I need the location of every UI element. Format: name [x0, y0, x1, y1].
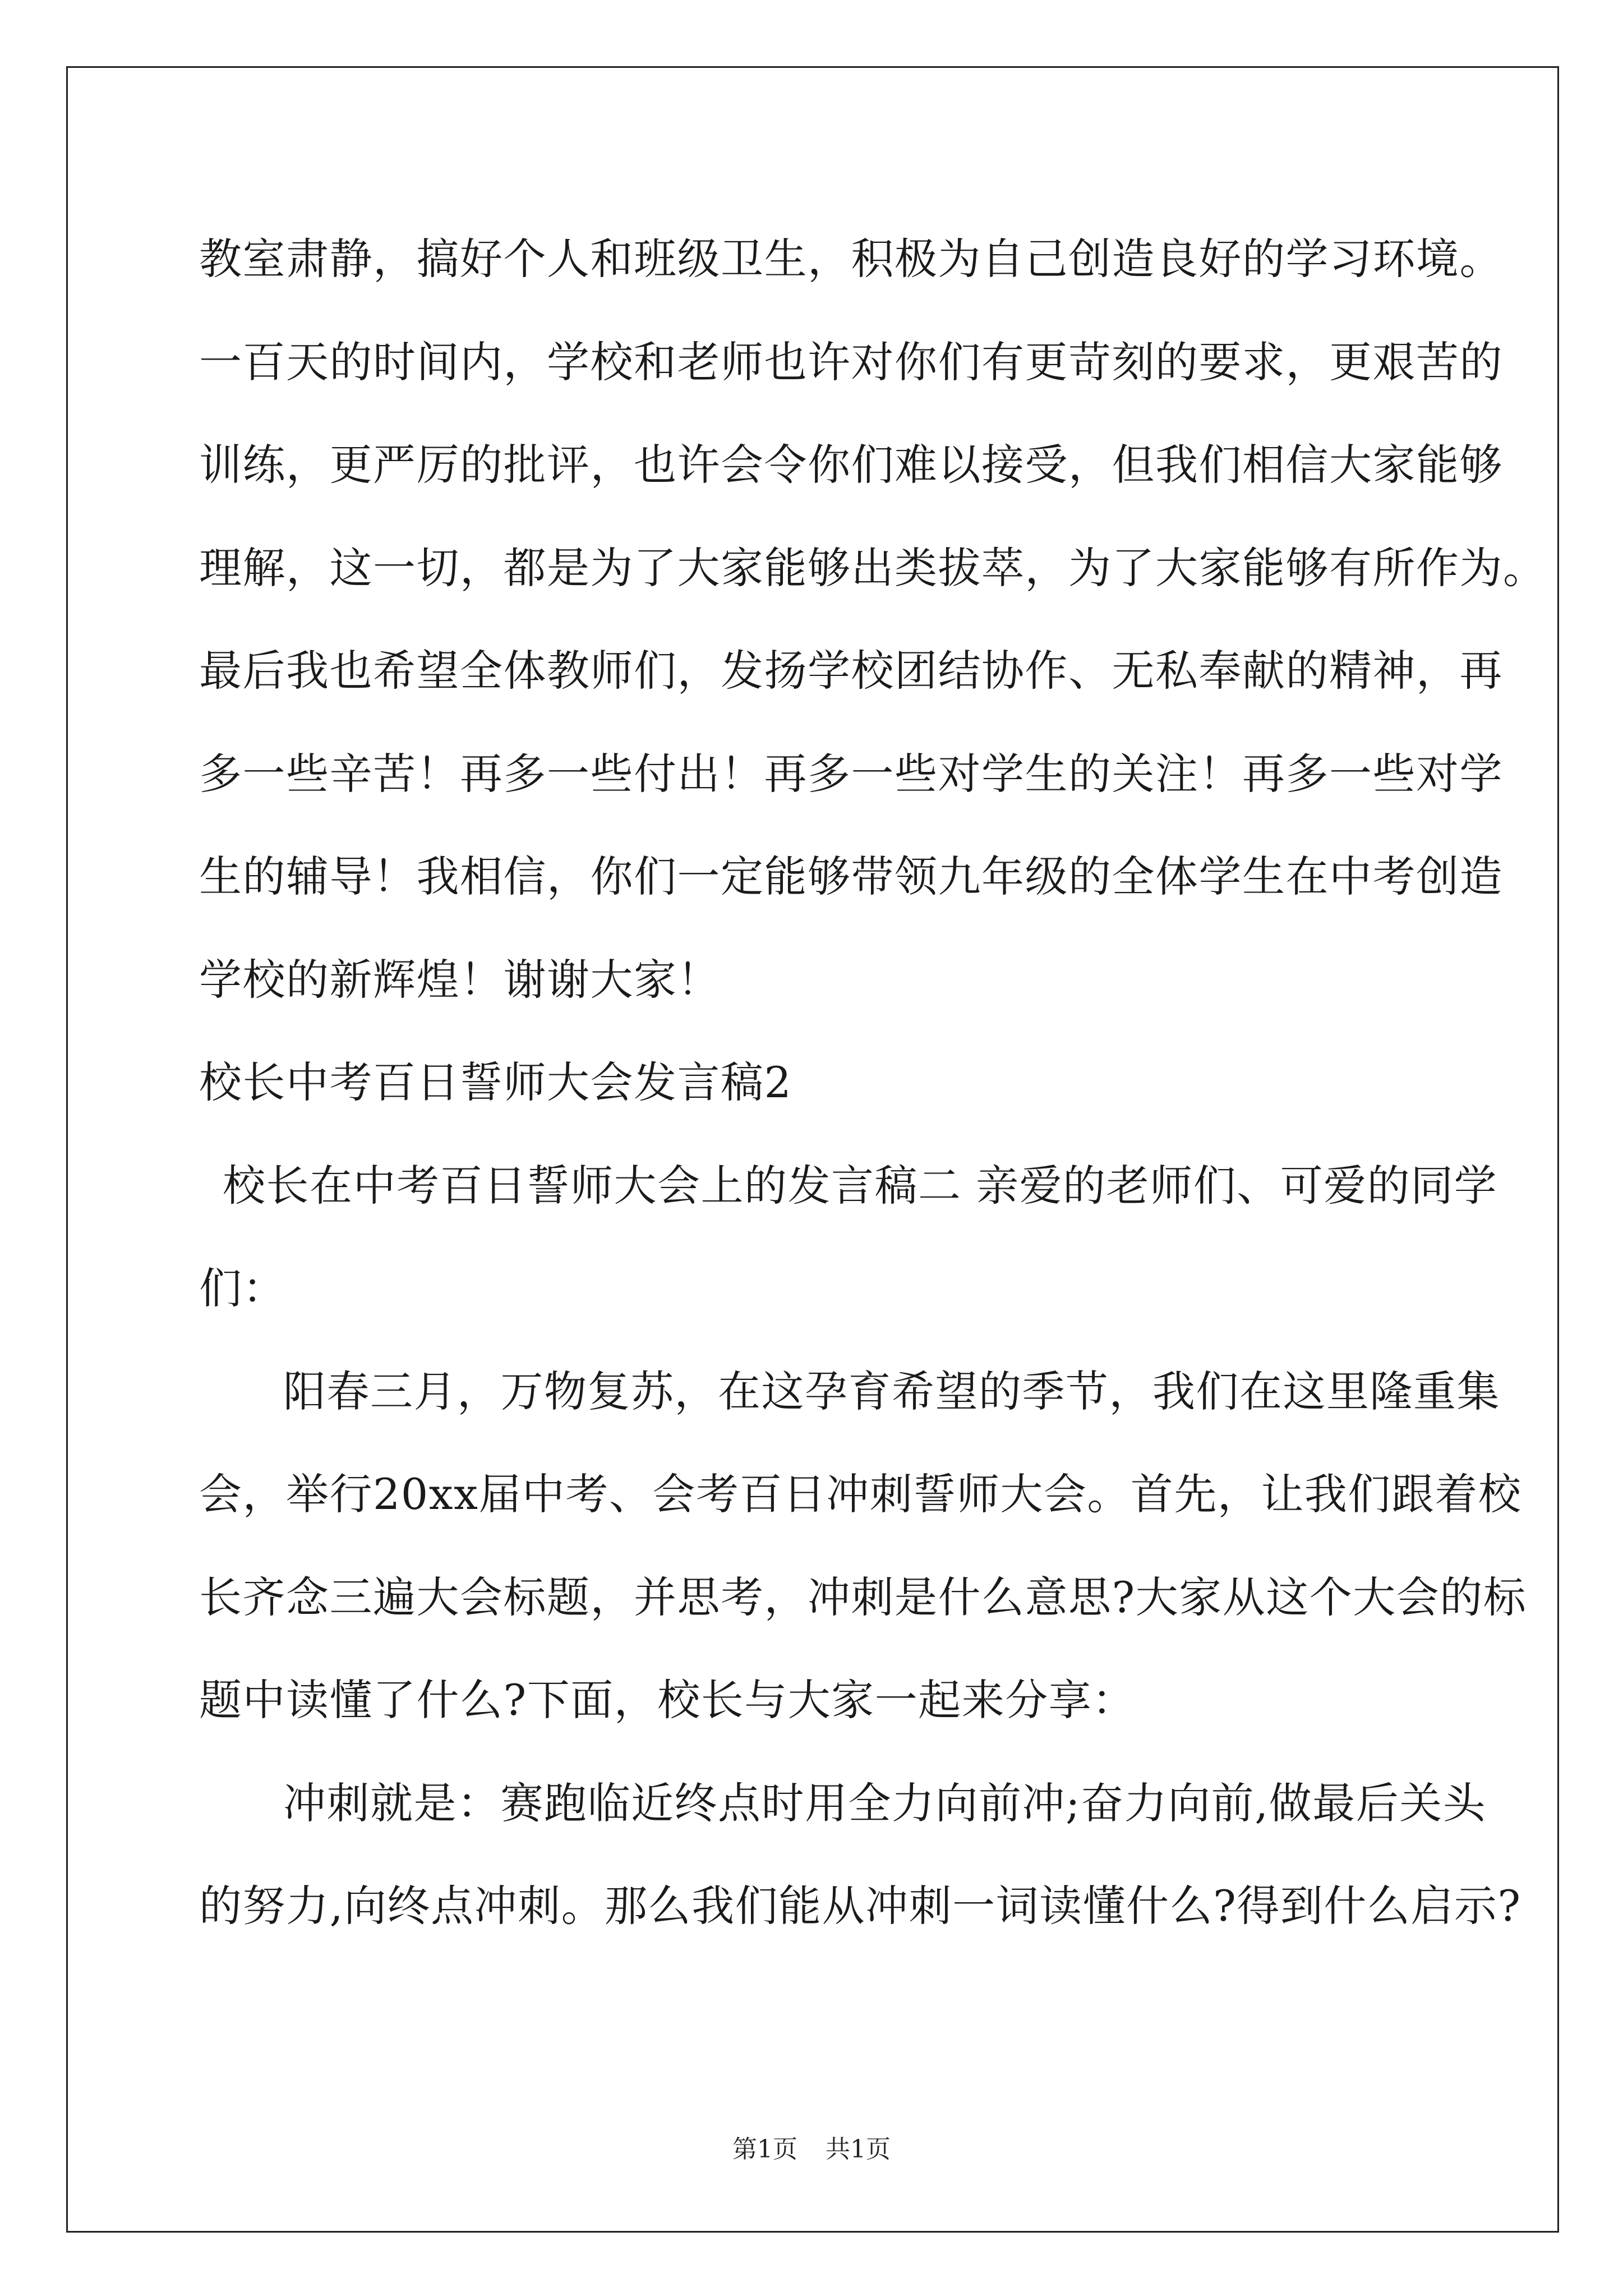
body-line: 理解，这一切，都是为了大家能够出类拔萃，为了大家能够有所作为。: [199, 542, 1547, 593]
body-line: 多一些辛苦！再多一些付出！再多一些对学生的关注！再多一些对学: [199, 748, 1503, 799]
body-line: 们：: [199, 1263, 286, 1313]
page-total: 共1页: [826, 2135, 891, 2164]
body-line: 校长在中考百日誓师大会上的发言稿二 亲爱的老师们、可爱的同学: [223, 1160, 1498, 1211]
page-number: 第1页: [732, 2135, 797, 2164]
document-body: [199, 208, 1547, 1958]
body-line: 训练，更严厉的批评，也许会令你们难以接受，但我们相信大家能够: [199, 440, 1503, 490]
body-line: 长齐念三遍大会标题，并思考，冲刺是什么意思?大家从这个大会的标: [199, 1572, 1527, 1622]
page-footer: [0, 2129, 1623, 2165]
body-line: 冲刺就是：赛跑临近终点时用全力向前冲;奋力向前,做最后关头: [283, 1778, 1487, 1828]
body-line: 学校的新辉煌！谢谢大家！: [199, 954, 721, 1005]
body-line: 最后我也希望全体教师们，发扬学校团结协作、无私奉献的精神，再: [199, 646, 1503, 696]
body-line: 教室肃静，搞好个人和班级卫生，积极为自己创造良好的学习环境。: [199, 234, 1503, 284]
body-line: 生的辅导！我相信，你们一定能够带领九年级的全体学生在中考创造: [199, 852, 1503, 901]
body-line: 阳春三月，万物复苏，在这孕育希望的季节，我们在这里隆重集: [283, 1366, 1500, 1416]
section-heading: 校长中考百日誓师大会发言稿2: [199, 1057, 792, 1107]
body-line: 会，举行20xx届中考、会考百日冲刺誓师大会。首先，让我们跟着校: [199, 1469, 1522, 1519]
body-line: 一百天的时间内，学校和老师也许对你们有更苛刻的要求，更艰苦的: [199, 337, 1503, 387]
body-line: 的努力,向终点冲刺。那么我们能从冲刺一词读懂什么?得到什么启示?: [199, 1881, 1521, 1931]
body-line: 题中读懂了什么?下面，校长与大家一起来分享：: [199, 1675, 1136, 1725]
